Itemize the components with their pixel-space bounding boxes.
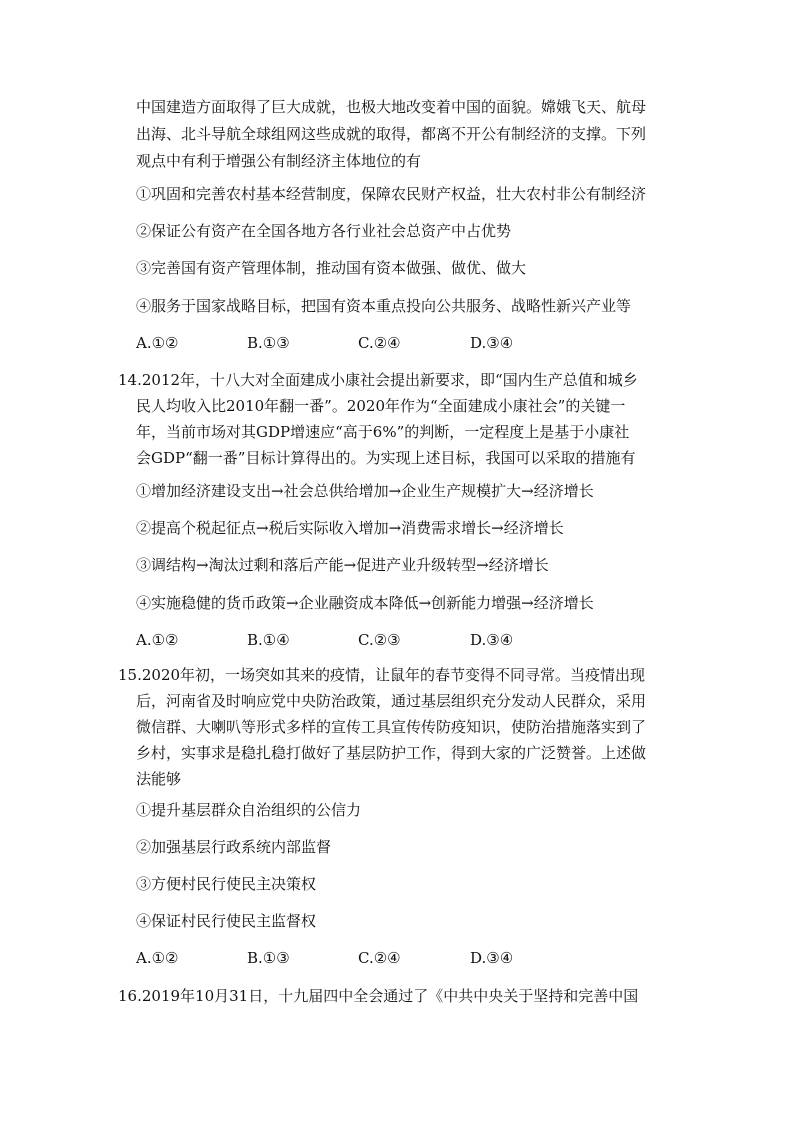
q15-choice-d: D.③④ [470, 949, 514, 967]
q15-option-3: ③方便村民行使民主决策权 [136, 875, 317, 893]
q14-choice-c: C.②③ [358, 631, 401, 649]
q14-stem-line: 会GDP“翻一番”目标计算得出的。为实现上述目标，我国可以采取的措施有 [136, 449, 636, 467]
q15-choice-c: C.②④ [358, 949, 401, 967]
q15-stem-line: 微信群、大喇叭等形式多样的宣传工具宣传传防疫知识，使防治措施落实到了 [136, 718, 647, 736]
q15-stem-line: 后，河南省及时响应党中央防治政策，通过基层组织充分发动人民群众，采用 [136, 692, 647, 710]
q13-choice-d: D.③④ [470, 334, 514, 352]
q14-choice-a: A.①② [136, 631, 179, 649]
q15-choice-b: B.①③ [247, 949, 290, 967]
q14-stem-line: 年，当前市场对其GDP增速应“高于6%”的判断，一定程度上是基于小康社 [136, 423, 630, 441]
q13-stem-line: 出海、北斗导航全球组网这些成就的取得，都离不开公有制经济的支撑。下列 [136, 125, 647, 143]
q13-option-4: ④服务于国家战略目标，把国有资本重点投向公共服务、战略性新兴产业等 [136, 297, 632, 315]
q13-option-2: ②保证公有资产在全国各地方各行业社会总资产中占优势 [136, 222, 512, 240]
q15-stem-line: 乡村，实事求是稳扎稳打做好了基层防护工作，得到大家的广泛赞誉。上述做 [136, 744, 647, 762]
q13-option-1: ①巩固和完善农村基本经营制度，保障农民财产权益，壮大农村非公有制经济 [136, 185, 647, 203]
q13-choice-a: A.①② [136, 334, 179, 352]
q14-stem-line: 14.2012年，十八大对全面建成小康社会提出新要求，即“国内生产总值和城乡 [118, 371, 638, 389]
q15-choice-a: A.①② [136, 949, 179, 967]
q15-option-4: ④保证村民行使民主监督权 [136, 912, 317, 930]
q15-option-2: ②加强基层行政系统内部监督 [136, 838, 332, 856]
q14-choice-b: B.①④ [247, 631, 290, 649]
q14-option-3: ③调结构→淘汰过剩和落后产能→促进产业升级转型→经济增长 [136, 556, 549, 574]
q14-choice-d: D.③④ [470, 631, 514, 649]
q14-option-1: ①增加经济建设支出→社会总供给增加→企业生产规模扩大→经济增长 [136, 482, 594, 500]
q13-choice-b: B.①③ [247, 334, 290, 352]
q14-option-2: ②提高个税起征点→税后实际收入增加→消费需求增长→经济增长 [136, 519, 564, 537]
q13-stem-line: 观点中有利于增强公有制经济主体地位的有 [136, 152, 422, 170]
q16-stem-line: 16.2019年10月31日，十九届四中全会通过了《中共中央关于坚持和完善中国 [118, 987, 639, 1005]
q15-stem-line: 法能够 [136, 770, 182, 788]
q14-option-4: ④实施稳健的货币政策→企业融资成本降低→创新能力增强→经济增长 [136, 594, 594, 612]
q13-option-3: ③完善国有资产管理体制，推动国有资本做强、做优、做大 [136, 259, 527, 277]
q14-stem-line: 民人均收入比2010年翻一番”。2020年作为“全面建成小康社会”的关键一 [136, 397, 626, 415]
q13-choice-c: C.②④ [358, 334, 401, 352]
q15-option-1: ①提升基层群众自治组织的公信力 [136, 801, 362, 819]
q15-stem-line: 15.2020年初，一场突如其来的疫情，让鼠年的春节变得不同寻常。当疫情出现 [118, 666, 646, 684]
q13-stem-line: 中国建造方面取得了巨大成就，也极大地改变着中国的面貌。嫦娥飞天、航母 [136, 98, 647, 116]
